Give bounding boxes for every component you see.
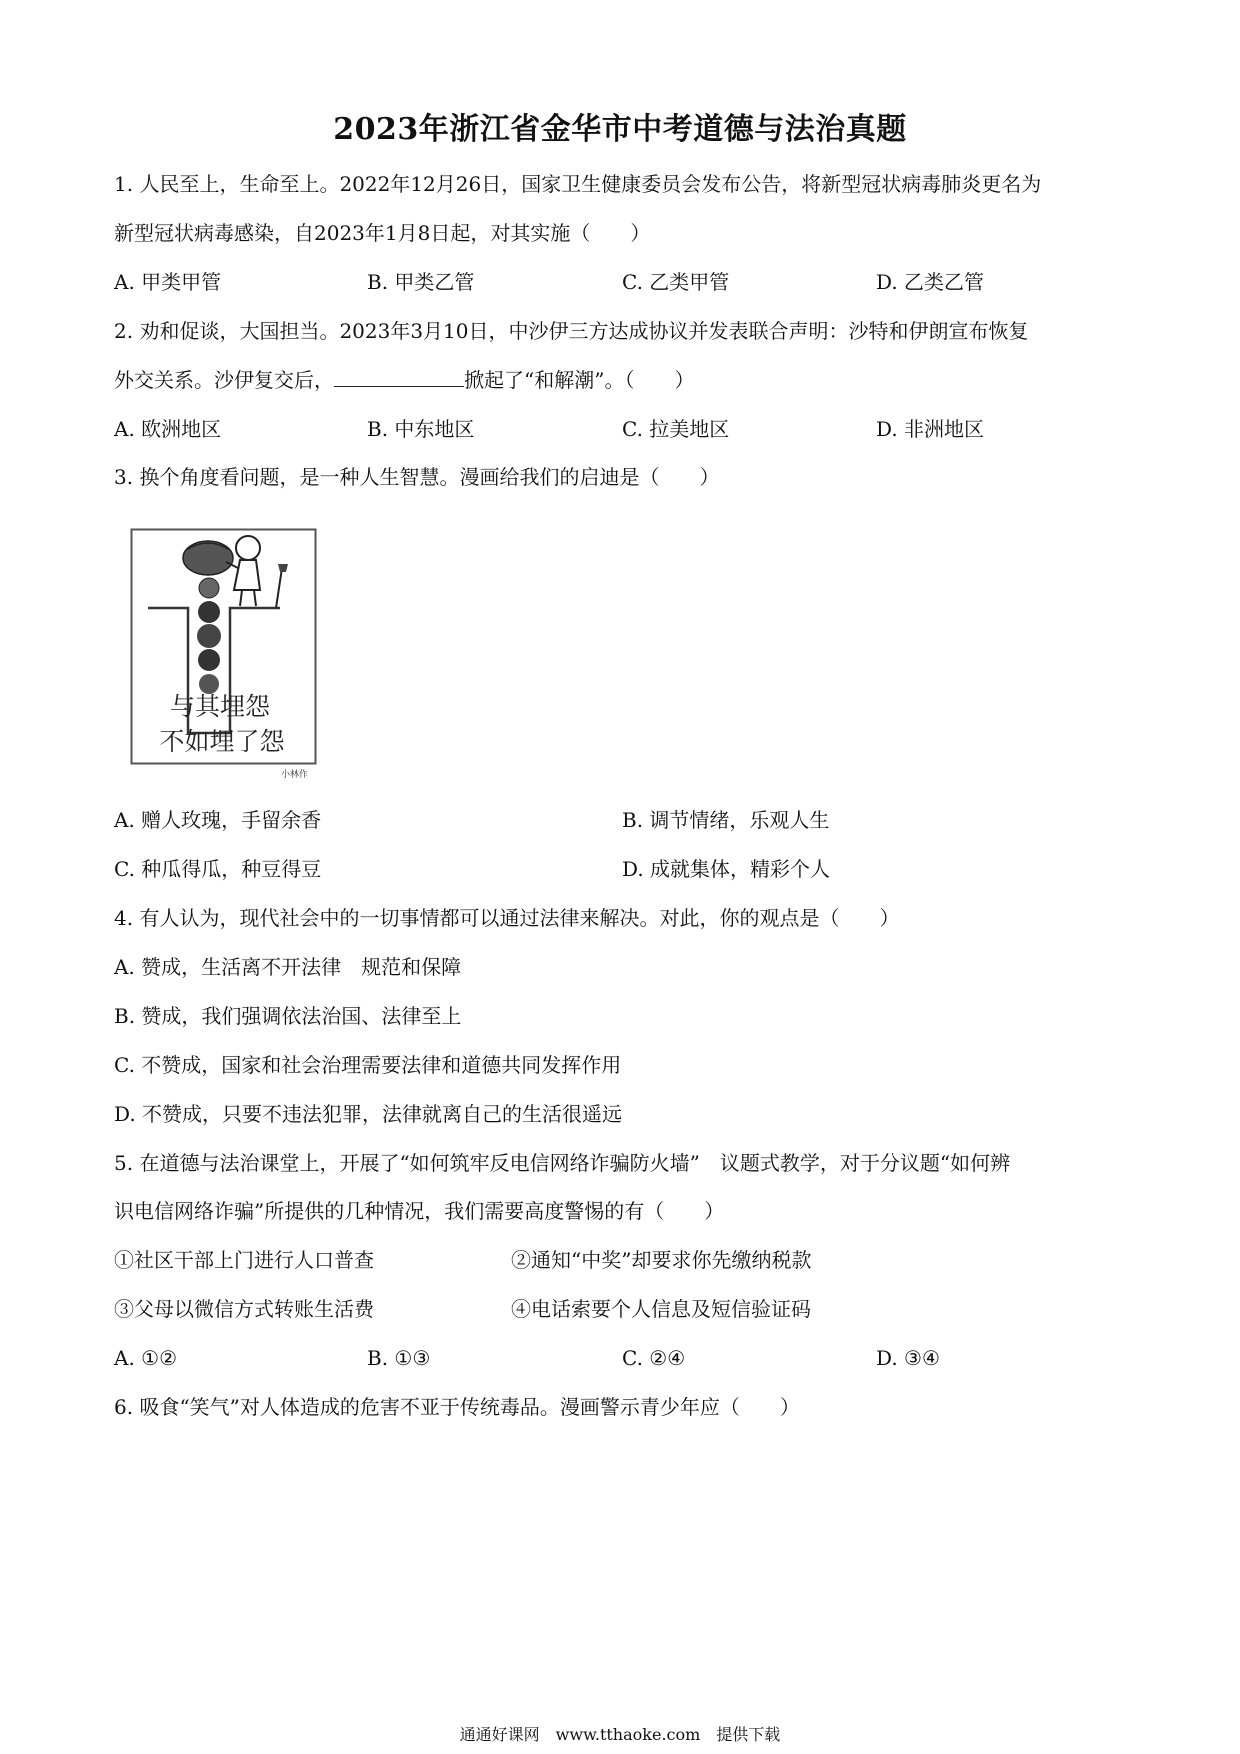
question-3-line-1: 3. 换个角度看问题，是一种人生智慧。漫画给我们的启迪是（ ） bbox=[114, 465, 720, 489]
question-2-option-a: A. 欧洲地区 bbox=[114, 417, 222, 441]
question-6-line-1: 6. 吸食“笑气”对人体造成的危害不亚于传统毒品。漫画警示青少年应（ ） bbox=[114, 1395, 800, 1419]
question-1-line-1: 1. 人民至上，生命至上。2022年12月26日，国家卫生健康委员会发布公告，将新型冠状病毒肺炎更名为 bbox=[114, 172, 1042, 196]
question-3-option-b: B. 调节情绪，乐观人生 bbox=[622, 808, 830, 832]
cartoon-caption-2: 不如埋了怨 bbox=[159, 727, 285, 756]
question-3-option-c: C. 种瓜得瓜，种豆得豆 bbox=[114, 857, 322, 881]
question-5-option-d: D. ③④ bbox=[876, 1346, 940, 1370]
question-2-line-2-post: 掀起了“和解潮”。（ ） bbox=[464, 368, 695, 392]
question-2-option-d: D. 非洲地区 bbox=[876, 417, 985, 441]
question-5-option-b: B. ①③ bbox=[367, 1346, 431, 1370]
page-title: 2023年浙江省金华市中考道德与法治真题 bbox=[333, 112, 907, 147]
question-5-item-4: ④电话索要个人信息及短信验证码 bbox=[511, 1297, 811, 1321]
question-5-option-c: C. ②④ bbox=[622, 1346, 686, 1370]
question-2-line-1: 2. 劝和促谈，大国担当。2023年3月10日，中沙伊三方达成协议并发表联合声明：沙特和伊朗宣布恢复 bbox=[114, 319, 1029, 343]
question-4-option-b: B. 赞成，我们强调依法治国、法律至上 bbox=[114, 1004, 462, 1028]
question-1-line-2: 新型冠状病毒感染，自2023年1月8日起，对其实施（ ） bbox=[114, 221, 651, 245]
question-5-line-1: 5. 在道德与法治课堂上，开展了“如何筑牢反电信网络诈骗防火墙” 议题式教学，对于分议题“如何辨 bbox=[114, 1151, 1011, 1175]
question-5-line-2: 识电信网络诈骗”所提供的几种情况，我们需要高度警惕的有（ ） bbox=[114, 1199, 725, 1223]
question-2-line-2 bbox=[114, 366, 694, 394]
question-3-option-a: A. 赠人玫瑰，手留余香 bbox=[114, 808, 322, 832]
question-5-item-2: ②通知“中奖”却要求你先缴纳税款 bbox=[511, 1248, 812, 1272]
question-1-option-c: C. 乙类甲管 bbox=[622, 270, 730, 294]
answer-blank bbox=[334, 368, 464, 387]
question-1-option-d: D. 乙类乙管 bbox=[876, 270, 985, 294]
question-2-option-b: B. 中东地区 bbox=[367, 417, 475, 441]
cartoon-signature: 小林作 bbox=[280, 770, 308, 780]
page-footer: 通通好课网 www.tthaoke.com 提供下载 bbox=[459, 1725, 781, 1744]
question-3-option-d: D. 成就集体，精彩个人 bbox=[622, 857, 831, 881]
question-1-option-b: B. 甲类乙管 bbox=[367, 270, 475, 294]
question-4-option-a: A. 赞成，生活离不开法律 规范和保障 bbox=[114, 955, 462, 979]
question-4-option-d: D. 不赞成，只要不违法犯罪，法律就离自己的生活很遥远 bbox=[114, 1102, 623, 1126]
question-2-line-2-pre: 外交关系。沙伊复交后， bbox=[114, 368, 334, 392]
question-5-item-3: ③父母以微信方式转账生活费 bbox=[114, 1297, 374, 1321]
question-5-item-1: ①社区干部上门进行人口普查 bbox=[114, 1248, 374, 1272]
question-4-option-c: C. 不赞成，国家和社会治理需要法律和道德共同发挥作用 bbox=[114, 1053, 622, 1077]
question-2-option-c: C. 拉美地区 bbox=[622, 417, 730, 441]
cartoon-image bbox=[130, 528, 322, 780]
cartoon-caption-1: 与其埋怨 bbox=[169, 692, 271, 721]
question-1-option-a: A. 甲类甲管 bbox=[114, 270, 222, 294]
question-5-option-a: A. ①② bbox=[114, 1346, 178, 1370]
question-4-line-1: 4. 有人认为，现代社会中的一切事情都可以通过法律来解决。对此，你的观点是（ ） bbox=[114, 906, 900, 930]
